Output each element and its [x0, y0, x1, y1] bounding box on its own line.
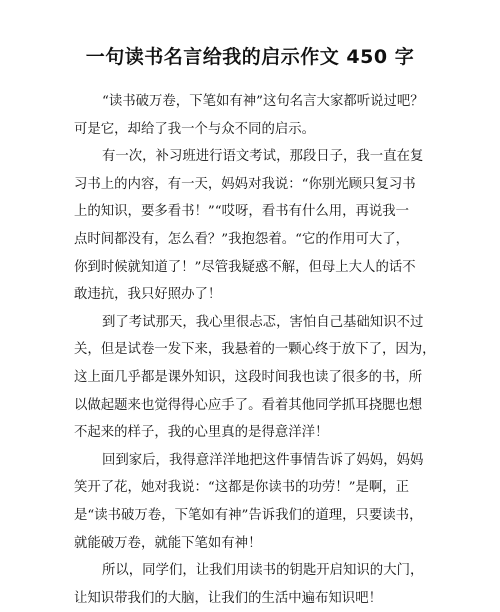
text-line: 就能破万卷，就能下笔如有神！: [74, 535, 262, 551]
text-line: 以做起题来也觉得得心应手了。看着其他同学抓耳挠腮也想: [74, 397, 423, 413]
text-line: 点时间都没有，怎么看？”我抱怨着。“它的作用可大了，: [74, 231, 410, 247]
text-line: 所以，同学们，让我们用读书的钥匙开启知识的大门，: [102, 563, 424, 579]
text-line: 是“读书破万卷，下笔如有神”告诉我们的道理，只要读书，: [74, 507, 423, 523]
text-line: 笑开了花，她对我说：“这都是你读书的功劳！”是啊，正: [74, 480, 410, 496]
text-line: 有一次，补习班进行语文考试，那段日子，我一直在复: [102, 149, 424, 165]
text-line: 你到时候就知道了！”尽管我疑惑不解，但母上大人的话不: [74, 259, 416, 275]
text-line: 可是它，却给了我一个与众不同的启示。: [74, 121, 316, 137]
text-line: 上的知识，要多看书！”“哎呀，看书有什么用，再说我一: [74, 204, 410, 220]
document-title: 一句读书名言给我的启示作文 450 字: [85, 46, 415, 68]
text-line: 不起来的样子，我的心里真的是得意洋洋！: [74, 425, 329, 441]
text-line: 敢违抗，我只好照办了！: [74, 287, 222, 303]
text-line: 习书上的内容，有一天，妈妈对我说：“你别光顾只复习书: [74, 176, 416, 192]
text-line: 让知识带我们的大脑，让我们的生活中遍布知识吧！: [74, 590, 382, 606]
document-body: [74, 88, 436, 606]
text-line: “读书破万卷，下笔如有神”这句名言大家都听说过吧？: [102, 94, 424, 109]
text-line: 到了考试那天，我心里很忐忑，害怕自己基础知识不过: [102, 314, 424, 330]
text-line: 回到家后，我得意洋洋地把这件事情告诉了妈妈，妈妈: [102, 452, 424, 468]
text-line: 关，但是试卷一发下来，我悬着的一颗心终于放下了，因为，: [74, 342, 436, 358]
text-line: 这上面几乎都是课外知识，这段时间我也读了很多的书，所: [74, 369, 423, 385]
